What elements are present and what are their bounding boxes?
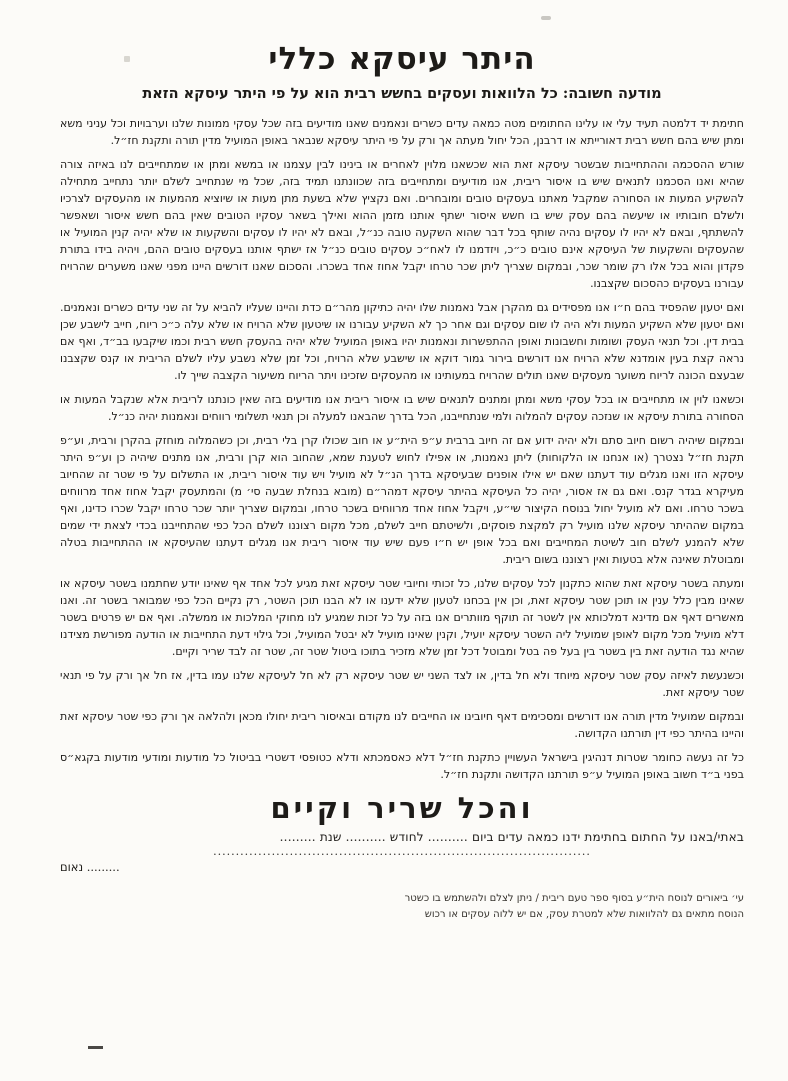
page-title: היתר עיסקא כללי — [268, 41, 536, 77]
document-body — [60, 42, 744, 923]
contract-text — [60, 115, 744, 783]
important-notice-subtitle: מודעה חשובה: כל הלוואות ועסקים בחשש רבית הוא על פי היתר עיסקא הזאת — [142, 85, 662, 103]
footnote-usage: הנוסח מתאים גם להלוואות שלא למטרת עסק, אם יש ללוה עסקים או רכוש — [424, 908, 744, 920]
paragraph-prior-obligations: ובמקום שמועיל מדין תורה אנו דורשים ומסכימים דאף חיובינו או החייבים לנו מקודם ובאיסור ריבית יחולו מכאן ולהלאה אך ורק כפי שטר עיסקא זאת והיינו בהיתר כפי דין תורתנו הקדושה. — [60, 710, 744, 741]
paragraph-borrowing-terms: וכשאנו לוין או מתחייבים או בכל עסקי משא ומתן ומתנים לתנאים שיש בו איסור ריבית אנו מודיעים בזה שאין כונתנו לריבית אלא שנקבל המעות או הסחורה בתורת עיסקא או שנזכה עסקים להמלוה ולמי שנתחייבנו, הכל בדרך שהבאנו למעלה וכן תנאי תשלומי רווחים ונאמנות יהיה כנ״ל. — [60, 393, 744, 424]
paragraph-agreement-root: שורש ההסכמה וההתחייבות שבשטר עיסקא זאת הוא שכשאנו מלוין לאחרים או בינינו לבין עצמנו או במשא ומתן או שמתחייבים לנו באיזה צורה שהיא ואנו הסכמנו לתנאים שיש בו איסור ריבית, אנו מודיעים ומתחייבים בזה שכוונתנו תמיד בזה, שכל מי שנתחייב לשלם יותר נתחייב מתחילה להשקיע המעות או הסחורה שמקבל מאתנו בעסקים טובים ומובחרים. ואם נקציץ שלא בשעת מתן מעות או שיוציא מהמעות או מהעסקים לצרכיו ולשלם חובותיו או שיעשה בהם עסק שיש בו חשש איסור ישתף אותנו מזמן ההוא ואילך בשאר עסקיו הטובים שאין בהם חשש איסור ושאפשר להשתתף, ובאם לא יהיו לו עסקים נהיה שותף בכל דבר שהוא השקעה טובה כנ״ל, ובאם לא יהיו לו עסקים והשקעות או שלא יהיה קנין המועיל או שהעסקים והשקעות של העיסקא אינם טובים כ״כ, ויזדמנו לו לאח״כ עסקים טובים כנ״ל אז ישתף אותנו בעסקים טובים ההם, ויהיה בידו בתורת פקדון והוא בכל אלו רק שומר שכר, ובמקום שצריך ליתן שכר טרחו יקבל אחוז אחד בשכרו. והסכום שאנו דורשים היינו מפני שאנו משערים שהרויח עבורנו בעסקים כהסכום שקצבנו. — [60, 158, 744, 291]
footnotes — [60, 891, 744, 923]
closing-declaration: והכל שריר וקיים — [270, 791, 534, 826]
signature-attestation-line: באתי/באנו על החתום בחתימת ידנו כמאה עדים ביום .......... לחודש .......... שנת ......... — [279, 829, 744, 844]
paragraph-unspecified-debt: ובמקום שיהיה רשום חיוב סתם ולא יהיה ידוע אם זה חיוב ברבית ע״פ הית״ע או חוב שכולו קרן בלי רבית, וכן כשהמלוה מוחזק בהקרן ורבית, וע״פ תקנת חז״ל נצטרך (או אנחנו או הלקוחות) ליתן נאמנות, או אפילו לחוש לטענת שמא, שהחוב הוא קרן ורבית, אנו מתנים שיהיה כן וע״פ היתר עיסקא הזו ואנו מגלים עוד דעתנו שאם יש אילו אופנים שבעיסקא בדרך הנ״ל לא מועיל ויש עוד איסור ריבית, או התשלום על פי שטר זה שהחיוב מעיקרא בגדר קנס. ואם גם אז אסור, יהיה כל העיסקא בהיתר עיסקא דמהר״ם (מובא בנחלת שבעה סי׳ מ) והמתעסק יקבל אחוז אחד מרווחים בשכר טרחו. ואם לא מועיל יחול בנוסח הקיצור שי״ע, ויקבל אחוז אחד מרווחים בשכר טרחו, ובמקום שצריך יותר שכר טרחו יקבל שכרו כדינו, ואף במקום שההיתר עיסקא שלנו מועיל רק למקצת פוסקים, ולשיטתם חייב לשלם, מכל מקום רצוננו לשלם הכל כפי שהתחייבנו בכדי לצאת ידי שמים שלא להמנע לשלם חוב לשיטת המחייבים ואם בכל אופן יש ח״ו פעם שיש עוד איסור ריבית אנו מגלים דעתנו שהעיסקא או ההתחייבות בטלה ומבוטלת שאינה אלא בטעות ואין רצוננו בשום ריבית. — [60, 434, 744, 567]
paragraph-signature-declaration: חתימת יד דלמטה תעיד עלי או עלינו החתומים מטה כמאה עדים כשרים ונאמנים שאנו מודיעים בזה שכל עסקי ממונות שלנו וערבויות וכל עניני משא ומתן שיש בהם חשש רבית דאורייתא או דרבנן, הכל יחול מעתה אך ורק על פי היתר עיסקא שנבאר באופן המועיל מדין תורה ותקנת חז״ל. — [60, 117, 744, 148]
scan-artifact-dash — [88, 1046, 103, 1049]
footnote-reference: עי׳ ביאורים לנוסח הית״ע בסוף ספר טעם ריבית / ניתן לצלם ולהשתמש בו כשטר — [404, 892, 744, 904]
paragraph-deed-validity: כל זה נעשה כחומר שטרות דנהיגין בישראל העשויין כתקנת חז״ל דלא כאסמכתא ודלא כטופסי דשטרי בביטול כל מודעות ומודעי מודעות בקגא״ס בפני ב״ד חשוב באופן המועיל ע״פ תורתנו הקדושה ותקנת חז״ל. — [60, 751, 744, 782]
paragraph-loss-claims: ואם יטעון שהפסיד בהם ח״ו אנו מפסידים גם מהקרן אבל נאמנות שלו יהיה כתיקון מהר״ם כדת והיינו שעליו להביא על זה שני עדים כשרים ונאמנים. ואם יטעון שלא השקיע המעות ולא היה לו שום עסקים וגם אחר כך לא השקיע עבורנו או שיטעון שלא הרויח או שלא עלה כ״כ ריוח, חייב לישבע שכן בבית דין. וכל תנאי העסק ושומות וחשבונות ואופן ההתפשרות ונאמנות יהיו באופן המועיל שלא יהיה בהעסק חשש רבית וכמו שיקבעו בב״ד, ואף אם נראה קצת בעין אומדנא שלא הרויח אנו דורשים בירור גמור דוקא או שישבע שלא הרויח, וכל זמן שלא נשבע עליו לשלם הריבית או קנס שקצבנו שבעצם הכונה לריוח משוער מעסקים שאנו תולים שהרויח במעותינו או מהעסקים שזכינו ויתר הריוח משיעור הקצבה שייך לו. — [60, 301, 744, 383]
paragraph-special-iska-deed: וכשנעשת לאיזה עסק שטר עיסקא מיוחד ולא חל בדין, או לצד השני יש שטר עיסקא רק לא חל לעיסקא שלנו עמו בדין, אז חל אך ורק על פי תנאי שטר עיסקא זאת. — [60, 669, 744, 700]
declarant-label: נאום — [60, 859, 84, 874]
signature-dotted-line: .................................................................................... — [213, 844, 591, 858]
declarant-line — [60, 860, 744, 874]
declarant-fill-dots: ......... — [83, 859, 120, 874]
scan-speck — [541, 16, 551, 20]
paragraph-applicability: ומעתה בשטר עיסקא זאת שהוא כתקנון לכל עסקים שלנו, כל זכותי וחיובי שטר עיסקא זאת מגיע לכל אחד אף שאינו יודע שחתמנו בשטר עיסקא או שאינו מבין כלל ענין או תוכן שטר עיסקא זאת, וכן אין בכחנו לטעון שלא ידענו או לא הבנו תוכן השטר, רק נקיים הכל כפי שמבואר בשטר זה. ואנו מאשרים דאף אם מדינא דמלכותא אין לשטר זה תוקף מוותרים אנו בזה על כל זכות שמגיע לנו מחוקי המלכות או ממשלה. ואף אם יש פרטים בשטר דלא מועיל מכל מקום לאופן שמועיל ליה השטר עיסקא יועיל, וקנין שאינו מועיל לא יבטל המועיל, וכל גילוי דעת התחייבות או הודעה מפורשת מצידנו שהיא נגד הודעה זאת בין בשטר בין בעל פה בטל ומבוטל דכל זמן שלא מזכיר בתוכו ביטול שטר זה, שטר זה לבד שריר וקיים. — [60, 577, 744, 659]
